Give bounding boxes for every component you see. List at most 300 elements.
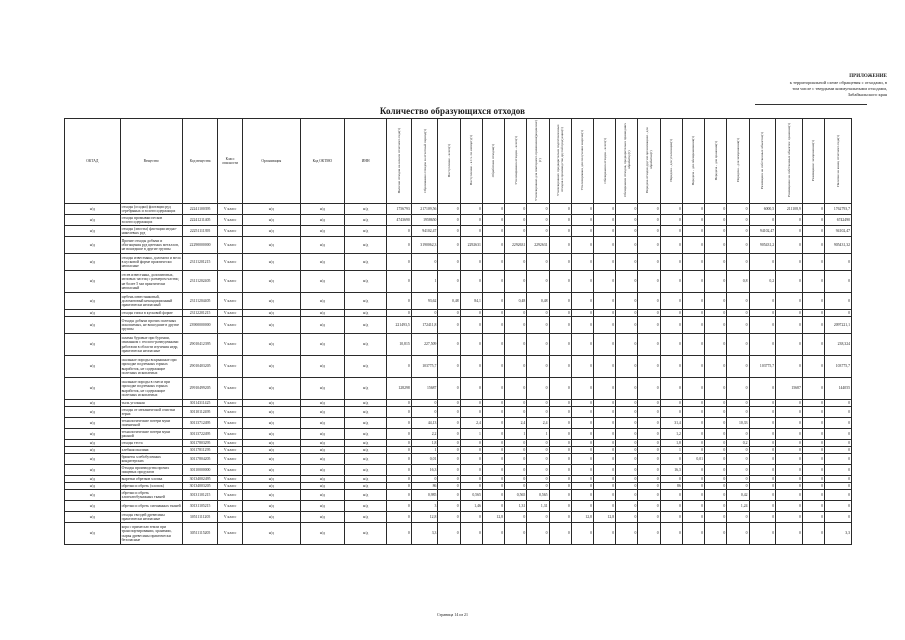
- table-cell: 0: [593, 429, 615, 440]
- table-cell: 0: [802, 356, 824, 378]
- table-cell: 0: [549, 204, 571, 215]
- table-cell: 0: [705, 407, 727, 418]
- table-cell: 1: [660, 447, 682, 454]
- table-cell: V класс: [218, 501, 242, 512]
- table-cell: 15687: [776, 378, 803, 400]
- table-cell: 0: [682, 254, 704, 271]
- table-cell: 0: [749, 400, 776, 407]
- table-cell: 0: [593, 483, 615, 490]
- table-cell: н/д: [300, 512, 344, 523]
- column-header: [549, 119, 571, 204]
- column-header: [505, 119, 527, 204]
- table-cell: отходы от механической очистки зерна: [120, 407, 182, 418]
- table-cell: 0: [460, 454, 482, 465]
- column-header: [571, 119, 593, 204]
- table-cell: 0: [802, 523, 824, 545]
- table-cell: 0: [571, 447, 593, 454]
- table-cell: 6742490: [825, 215, 852, 226]
- table-cell: 0: [660, 254, 682, 271]
- table-cell: 0: [682, 378, 704, 400]
- table-cell: 0: [571, 483, 593, 490]
- table-cell: 0: [638, 293, 660, 310]
- table-cell: 0: [776, 254, 803, 271]
- table-cell: н/д: [345, 310, 387, 317]
- table-cell: 23112201215: [182, 310, 218, 317]
- table-cell: V класс: [218, 271, 242, 293]
- table-cell: 0: [802, 429, 824, 440]
- table-cell: 0: [593, 356, 615, 378]
- table-cell: 0: [749, 447, 776, 454]
- table-cell: 0: [705, 440, 727, 447]
- table-cell: 16,3: [411, 465, 438, 476]
- table-cell: н/д: [345, 204, 387, 215]
- table-cell: 0: [776, 490, 803, 501]
- table-cell: 0: [616, 271, 638, 293]
- table-cell: 4743690: [387, 215, 411, 226]
- table-cell: 0,48: [438, 293, 460, 310]
- column-header: [749, 119, 776, 204]
- table-cell: 0: [387, 483, 411, 490]
- table-cell: н/д: [242, 317, 300, 334]
- column-header-label: ИНН: [361, 158, 370, 163]
- table-row: [65, 440, 852, 447]
- table-cell: 0: [482, 501, 504, 512]
- table-cell: 0: [749, 334, 776, 356]
- table-cell: 0: [682, 523, 704, 545]
- table-cell: 0: [593, 490, 615, 501]
- table-cell: 0: [549, 490, 571, 501]
- column-header-label: Поступление - в т.ч. по импорту(т): [469, 135, 474, 186]
- column-header-label: ОКТАД: [86, 158, 99, 163]
- table-cell: 0: [438, 483, 460, 490]
- table-cell: н/д: [345, 254, 387, 271]
- table-cell: 0: [616, 226, 638, 237]
- table-cell: 0,8: [727, 271, 749, 293]
- table-cell: 44,13: [411, 418, 438, 429]
- table-row: [65, 490, 852, 501]
- table-cell: 3,3: [825, 523, 852, 545]
- table-cell: 0: [802, 476, 824, 483]
- table-cell: 0: [616, 490, 638, 501]
- table-cell: 0: [616, 465, 638, 476]
- table-cell: 0: [727, 523, 749, 545]
- table-cell: 0: [749, 317, 776, 334]
- table-cell: н/д: [300, 501, 344, 512]
- table-row: [65, 356, 852, 378]
- table-cell: н/д: [345, 400, 387, 407]
- table-cell: 29910499205: [182, 378, 218, 400]
- table-cell: 0: [802, 454, 824, 465]
- table-cell: 0: [705, 254, 727, 271]
- table-cell: 0: [705, 418, 727, 429]
- table-cell: 103775,7: [411, 356, 438, 378]
- table-cell: 0: [825, 271, 852, 293]
- table-cell: н/д: [65, 440, 121, 447]
- table-cell: 0: [802, 418, 824, 429]
- table-cell: 0: [527, 523, 549, 545]
- table-cell: н/д: [300, 418, 344, 429]
- table-cell: н/д: [345, 454, 387, 465]
- table-cell: 0: [505, 204, 527, 215]
- table-cell: 0: [593, 501, 615, 512]
- table-cell: 0: [727, 512, 749, 523]
- table-cell: 0: [682, 400, 704, 407]
- table-cell: 0: [638, 429, 660, 440]
- table-cell: 0: [825, 483, 852, 490]
- table-cell: 0: [660, 378, 682, 400]
- table-cell: 0: [505, 226, 527, 237]
- table-cell: 0: [616, 204, 638, 215]
- table-cell: 10,815: [387, 334, 411, 356]
- table-cell: 0: [705, 465, 727, 476]
- table-cell: н/д: [65, 523, 121, 545]
- table-row: [65, 418, 852, 429]
- table-cell: 0,565: [460, 490, 482, 501]
- table-cell: 0: [571, 523, 593, 545]
- table-cell: 0: [460, 271, 482, 293]
- table-cell: 0: [387, 490, 411, 501]
- column-header-label: Обработано отходов(т): [491, 143, 496, 177]
- table-cell: Отходы добычи прочих полезных ископаемых, не вошедшие в другие группы: [120, 317, 182, 334]
- table-cell: 0: [460, 476, 482, 483]
- column-header-label: Передача - для обезвреживания(т): [691, 135, 696, 186]
- table-cell: н/д: [242, 254, 300, 271]
- table-cell: 0: [749, 501, 776, 512]
- table-cell: 2,2: [411, 429, 438, 440]
- table-cell: 0: [749, 465, 776, 476]
- table-row: [65, 501, 852, 512]
- table-cell: 0: [682, 204, 704, 215]
- table-cell: н/д: [345, 476, 387, 483]
- table-cell: 0: [482, 440, 504, 447]
- table-cell: 0: [776, 465, 803, 476]
- table-cell: 0: [776, 476, 803, 483]
- table-cell: 0: [549, 271, 571, 293]
- table-cell: 0: [660, 215, 682, 226]
- table-cell: н/д: [300, 215, 344, 226]
- table-cell: 0: [727, 254, 749, 271]
- table-cell: н/д: [300, 226, 344, 237]
- table-cell: V класс: [218, 334, 242, 356]
- table-cell: 0: [549, 310, 571, 317]
- table-cell: 0: [705, 226, 727, 237]
- table-cell: обрезки и обрезь смешанных тканей: [120, 501, 182, 512]
- table-row: [65, 483, 852, 490]
- table-cell: 0: [616, 447, 638, 454]
- table-cell: 0: [802, 310, 824, 317]
- table-cell: 0: [660, 293, 682, 310]
- table-cell: 0: [776, 356, 803, 378]
- table-cell: 0: [616, 476, 638, 483]
- table-cell: 0: [638, 254, 660, 271]
- table-cell: 0: [705, 271, 727, 293]
- table-cell: н/д: [65, 378, 121, 400]
- column-header: [705, 119, 727, 204]
- table-cell: V класс: [218, 226, 242, 237]
- table-cell: 0: [616, 501, 638, 512]
- table-cell: обрезки и обрезь хлопчатобумажных тканей: [120, 490, 182, 501]
- table-cell: н/д: [300, 310, 344, 317]
- table-cell: 30117811295: [182, 447, 218, 454]
- table-cell: 1,46: [460, 501, 482, 512]
- table-cell: 0: [387, 418, 411, 429]
- table-cell: 0: [776, 501, 803, 512]
- table-cell: н/д: [65, 293, 121, 310]
- table-cell: 0: [802, 226, 824, 237]
- table-cell: 0: [527, 378, 549, 400]
- table-cell: 0: [727, 407, 749, 418]
- table-cell: 0: [387, 447, 411, 454]
- table-cell: 0: [460, 400, 482, 407]
- table-cell: 0: [638, 378, 660, 400]
- table-cell: 0: [825, 429, 852, 440]
- table-cell: 0: [571, 407, 593, 418]
- table-cell: н/д: [242, 215, 300, 226]
- table-cell: 0: [705, 454, 727, 465]
- table-cell: 0: [616, 523, 638, 545]
- table-cell: 0: [482, 490, 504, 501]
- table-cell: 0: [705, 476, 727, 483]
- table-cell: 0: [482, 226, 504, 237]
- table-header: [65, 119, 852, 204]
- table-cell: 12,8: [411, 512, 438, 523]
- table-cell: 0: [505, 454, 527, 465]
- table-cell: 0: [638, 454, 660, 465]
- table-cell: 0: [660, 454, 682, 465]
- table-cell: 0: [727, 215, 749, 226]
- table-cell: отходы промывки песков золотосодержащих: [120, 215, 182, 226]
- table-cell: н/д: [300, 334, 344, 356]
- table-cell: 0: [776, 400, 803, 407]
- table-cell: 0: [825, 407, 852, 418]
- table-cell: н/д: [242, 226, 300, 237]
- table-cell: 0: [638, 215, 660, 226]
- table-cell: 0: [527, 476, 549, 483]
- table-cell: V класс: [218, 490, 242, 501]
- table-cell: 0: [682, 490, 704, 501]
- table-cell: 0: [549, 237, 571, 254]
- table-cell: 0: [571, 293, 593, 310]
- table-cell: 0: [682, 440, 704, 447]
- table-cell: н/д: [300, 407, 344, 418]
- table-cell: 0: [527, 465, 549, 476]
- table-cell: 0: [776, 293, 803, 310]
- table-cell: 0: [705, 204, 727, 215]
- table-cell: кора с примесью земли при транспортировании, хранении, сырья древесины практически безопасные: [120, 523, 182, 545]
- table-cell: 0: [482, 317, 504, 334]
- table-cell: 0: [571, 490, 593, 501]
- table-row: [65, 465, 852, 476]
- table-cell: 0: [705, 483, 727, 490]
- column-header-label: Обезврежено отходов - всего(т): [602, 137, 607, 184]
- table-cell: щебень известняковый, доломитовый некондиционный практически неопасный: [120, 293, 182, 310]
- table-cell: 0: [387, 400, 411, 407]
- table-body: [65, 204, 852, 545]
- table-cell: 30511115205: [182, 523, 218, 545]
- table-cell: 0: [438, 400, 460, 407]
- table-cell: 22251111395: [182, 226, 218, 237]
- table-cell: V класс: [218, 293, 242, 310]
- table-cell: н/д: [345, 378, 387, 400]
- table-cell: 0: [825, 476, 852, 483]
- table-cell: 0: [727, 317, 749, 334]
- table-cell: отсев известняка, доломитовых, меловых частиц с размером частиц не более 5 мм практически неопасный: [120, 271, 182, 293]
- waste-table: [64, 118, 852, 545]
- table-cell: 0: [411, 476, 438, 483]
- table-cell: 30113712495: [182, 418, 218, 429]
- table-cell: 0: [682, 356, 704, 378]
- table-cell: 103775,7: [825, 356, 852, 378]
- table-cell: н/д: [242, 523, 300, 545]
- table-cell: н/д: [242, 512, 300, 523]
- table-cell: 0: [460, 254, 482, 271]
- column-header: [218, 119, 242, 204]
- table-cell: 0: [825, 512, 852, 523]
- table-cell: 0: [387, 407, 411, 418]
- table-cell: 1,31: [505, 501, 527, 512]
- table-cell: н/д: [65, 204, 121, 215]
- table-cell: 0: [549, 334, 571, 356]
- table-cell: 0: [505, 271, 527, 293]
- table-cell: 0: [387, 226, 411, 237]
- table-cell: н/д: [345, 237, 387, 254]
- table-cell: 0: [616, 293, 638, 310]
- table-cell: 0: [682, 447, 704, 454]
- table-cell: V класс: [218, 378, 242, 400]
- table-cell: н/д: [65, 254, 121, 271]
- table-row: [65, 429, 852, 440]
- table-cell: 0: [682, 271, 704, 293]
- table-cell: 0: [387, 271, 411, 293]
- table-cell: н/д: [345, 440, 387, 447]
- table-cell: 0: [549, 512, 571, 523]
- table-cell: н/д: [242, 271, 300, 293]
- column-header: [65, 119, 121, 204]
- table-cell: н/д: [242, 293, 300, 310]
- table-cell: технологические потери муки пшеничной: [120, 418, 182, 429]
- table-cell: 0: [660, 512, 682, 523]
- table-cell: н/д: [300, 271, 344, 293]
- table-cell: 0: [638, 271, 660, 293]
- table-cell: 0: [638, 226, 660, 237]
- table-cell: 0: [482, 310, 504, 317]
- table-cell: 0: [438, 454, 460, 465]
- table-cell: 0: [593, 465, 615, 476]
- appendix-line: Забайкальского края: [847, 92, 887, 97]
- table-cell: 1958650: [411, 215, 438, 226]
- table-cell: 94102,47: [825, 226, 852, 237]
- table-cell: 0: [549, 293, 571, 310]
- table-cell: 0: [616, 317, 638, 334]
- table-cell: 0: [616, 310, 638, 317]
- table-cell: 3190062,3: [411, 237, 438, 254]
- table-cell: 0: [505, 310, 527, 317]
- table-cell: 0: [593, 271, 615, 293]
- table-cell: н/д: [65, 237, 121, 254]
- table-cell: 0: [438, 356, 460, 378]
- table-cell: 22290000000: [182, 237, 218, 254]
- table-cell: 0: [482, 293, 504, 310]
- table-cell: 0: [705, 317, 727, 334]
- table-cell: 0: [660, 226, 682, 237]
- table-cell: 12,8: [482, 512, 504, 523]
- table-row: [65, 310, 852, 317]
- table-cell: 0: [387, 254, 411, 271]
- document-title: Количество образующихся отходов: [379, 106, 526, 116]
- table-cell: 1,8: [660, 440, 682, 447]
- table-cell: н/д: [65, 271, 121, 293]
- table-cell: 1: [527, 429, 549, 440]
- table-cell: 0: [527, 215, 549, 226]
- table-cell: 0: [705, 523, 727, 545]
- table-cell: 0: [387, 237, 411, 254]
- page-number: Страница 14 из 21: [436, 612, 469, 617]
- table-cell: н/д: [242, 483, 300, 490]
- table-cell: 0: [549, 226, 571, 237]
- table-cell: 0: [527, 400, 549, 407]
- table-cell: 0: [660, 317, 682, 334]
- column-header: [345, 119, 387, 204]
- column-header: [438, 119, 460, 204]
- table-cell: 0: [482, 407, 504, 418]
- table-cell: н/д: [300, 317, 344, 334]
- table-cell: 0: [825, 490, 852, 501]
- table-cell: 30117803295: [182, 440, 218, 447]
- table-cell: V класс: [218, 400, 242, 407]
- table-cell: 0: [727, 334, 749, 356]
- table-cell: 0: [749, 483, 776, 490]
- table-cell: 0: [460, 226, 482, 237]
- table-cell: 0: [571, 400, 593, 407]
- table-cell: 0: [749, 310, 776, 317]
- table-cell: 2292631: [460, 237, 482, 254]
- table-cell: 84,1: [460, 293, 482, 310]
- table-cell: 0: [505, 465, 527, 476]
- table-row: [65, 293, 852, 310]
- table-cell: 0: [593, 476, 615, 483]
- table-cell: 0: [616, 356, 638, 378]
- table-cell: 211108,9: [776, 204, 803, 215]
- table-cell: 0: [616, 407, 638, 418]
- table-cell: 0: [825, 254, 852, 271]
- table-cell: 0: [505, 447, 527, 454]
- column-header: [593, 119, 615, 204]
- table-cell: 0: [571, 226, 593, 237]
- table-cell: 0: [527, 407, 549, 418]
- column-header: [527, 119, 549, 204]
- table-cell: 0: [727, 293, 749, 310]
- table-cell: 0: [705, 501, 727, 512]
- table-cell: 0: [682, 293, 704, 310]
- table-cell: 0: [460, 447, 482, 454]
- table-cell: 0: [387, 356, 411, 378]
- table-cell: V класс: [218, 476, 242, 483]
- table-cell: 0: [549, 429, 571, 440]
- column-header-label: Наличие отходов на начало отчетного года(т): [397, 127, 402, 194]
- table-cell: 0: [593, 418, 615, 429]
- table-cell: н/д: [345, 407, 387, 418]
- table-cell: 15687: [411, 378, 438, 400]
- table-cell: н/д: [345, 483, 387, 490]
- table-cell: V класс: [218, 512, 242, 523]
- table-cell: н/д: [300, 476, 344, 483]
- table-cell: 0: [682, 483, 704, 490]
- table-cell: 0: [749, 454, 776, 465]
- table-cell: тыль угольная: [120, 400, 182, 407]
- table-cell: н/д: [242, 440, 300, 447]
- table-cell: 0: [387, 512, 411, 523]
- table-cell: 0: [411, 254, 438, 271]
